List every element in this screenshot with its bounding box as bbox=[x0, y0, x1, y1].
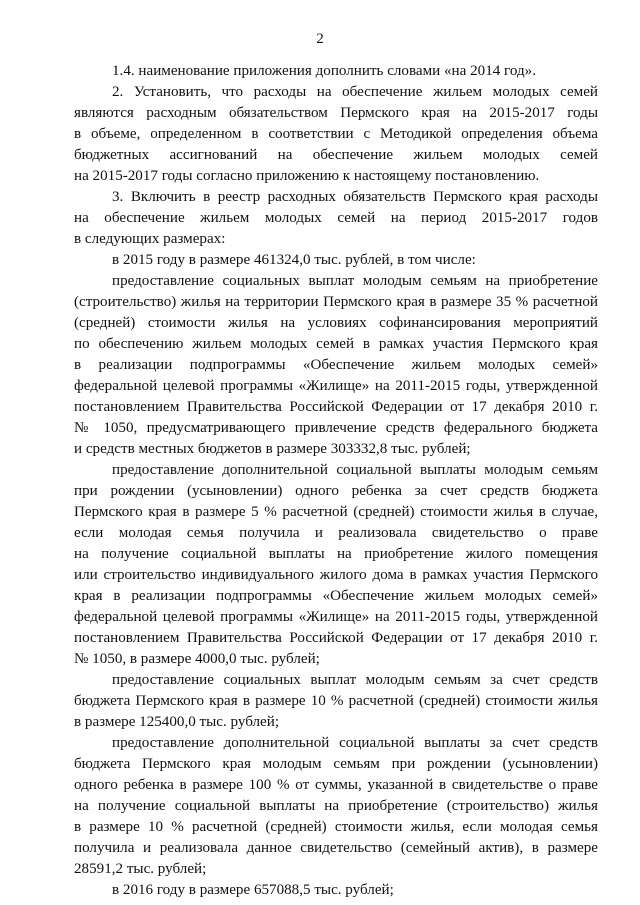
text-line: на получение социальной выплаты на приобретение (строительство) жилья bbox=[74, 798, 598, 814]
text-line: если молодая семья получила и реализовала свидетельство о праве bbox=[74, 525, 598, 541]
text-line: по обеспечению жильем молодых семей в рамках участия Пермского края bbox=[74, 336, 598, 352]
text-line: в 2015 году в размере 461324,0 тыс. рублей, в том числе: bbox=[112, 252, 476, 268]
text-line: предоставление социальных выплат молодым семьям на приобретение bbox=[112, 273, 598, 289]
text-line: в 2016 году в размере 657088,5 тыс. рублей; bbox=[112, 882, 394, 898]
text-line: получила и реализовала данное свидетельство (семейный актив), в размере bbox=[74, 840, 598, 856]
text-line: 1.4. наименование приложения дополнить словами «на 2014 год». bbox=[112, 63, 536, 79]
text-line: на обеспечение жильем молодых семей на период 2015-2017 годов bbox=[74, 210, 598, 226]
text-line: (средней) стоимости жилья на условиях софинансирования мероприятий bbox=[74, 315, 598, 331]
text-line: 3. Включить в реестр расходных обязательств Пермского края расходы bbox=[112, 189, 598, 205]
text-line: (строительство) жилья на территории Пермского края в размере 35 % расчетной bbox=[74, 294, 598, 310]
text-line: постановлением Правительства Российской Федерации от 17 декабря 2010 г. bbox=[74, 399, 598, 415]
text-line: в размере 125400,0 тыс. рублей; bbox=[74, 714, 280, 730]
text-line: одного ребенка в размере 100 % от суммы, указанной в свидетельстве о праве bbox=[74, 777, 598, 793]
text-line: в размере 10 % расчетной (средней) стоимости жилья, если молодая семья bbox=[74, 819, 598, 835]
text-line: предоставление дополнительной социальной выплаты за счет средств bbox=[112, 735, 598, 751]
text-line: предоставление социальных выплат молодым семьям за счет средств bbox=[112, 672, 598, 688]
text-line: бюджета Пермского края в размере 10 % расчетной (средней) стоимости жилья bbox=[74, 693, 598, 709]
text-line: в реализации подпрограммы «Обеспечение жильем молодых семей» bbox=[74, 357, 598, 373]
text-line: в следующих размерах: bbox=[74, 231, 226, 247]
page-number: 2 bbox=[316, 31, 324, 47]
text-line: бюджета Пермского края молодым семьям при рождении (усыновлении) bbox=[74, 756, 598, 772]
text-line: в объеме, определенном в соответствии с Методикой определения объема bbox=[74, 126, 598, 142]
text-line: федеральной целевой программы «Жилище» на 2011-2015 годы, утвержденной bbox=[74, 378, 598, 394]
text-line: 28591,2 тыс. рублей; bbox=[74, 861, 207, 877]
text-line: предоставление дополнительной социальной выплаты молодым семьям bbox=[112, 462, 598, 478]
text-line: федеральной целевой программы «Жилище» на 2011-2015 годы, утвержденной bbox=[74, 609, 598, 625]
text-line: являются расходным обязательством Пермского края на 2015-2017 годы bbox=[74, 105, 598, 121]
text-line: на получение социальной выплаты на приобретение жилого помещения bbox=[74, 546, 598, 562]
text-line: № 1050, предусматривающего привлечение средств федерального бюджета bbox=[74, 420, 598, 436]
text-line: или строительство индивидуального жилого дома в рамках участия Пермского bbox=[74, 567, 598, 583]
text-line: № 1050, в размере 4000,0 тыс. рублей; bbox=[74, 651, 320, 667]
text-line: Пермского края в размере 5 % расчетной (средней) стоимости жилья в случае, bbox=[74, 504, 598, 520]
text-line: бюджетных ассигнований на обеспечение жильем молодых семей bbox=[74, 147, 598, 163]
text-line: постановлением Правительства Российской Федерации от 17 декабря 2010 г. bbox=[74, 630, 598, 646]
text-line: 2. Установить, что расходы на обеспечение жильем молодых семей bbox=[112, 84, 598, 100]
text-line: при рождении (усыновлении) одного ребенка за счет средств бюджета bbox=[74, 483, 598, 499]
text-line: и средств местных бюджетов в размере 303332,8 тыс. рублей; bbox=[74, 441, 471, 457]
text-line: края в реализации подпрограммы «Обеспечение жильем молодых семей» bbox=[74, 588, 598, 604]
text-line: на 2015-2017 годы согласно приложению к настоящему постановлению. bbox=[74, 168, 540, 184]
